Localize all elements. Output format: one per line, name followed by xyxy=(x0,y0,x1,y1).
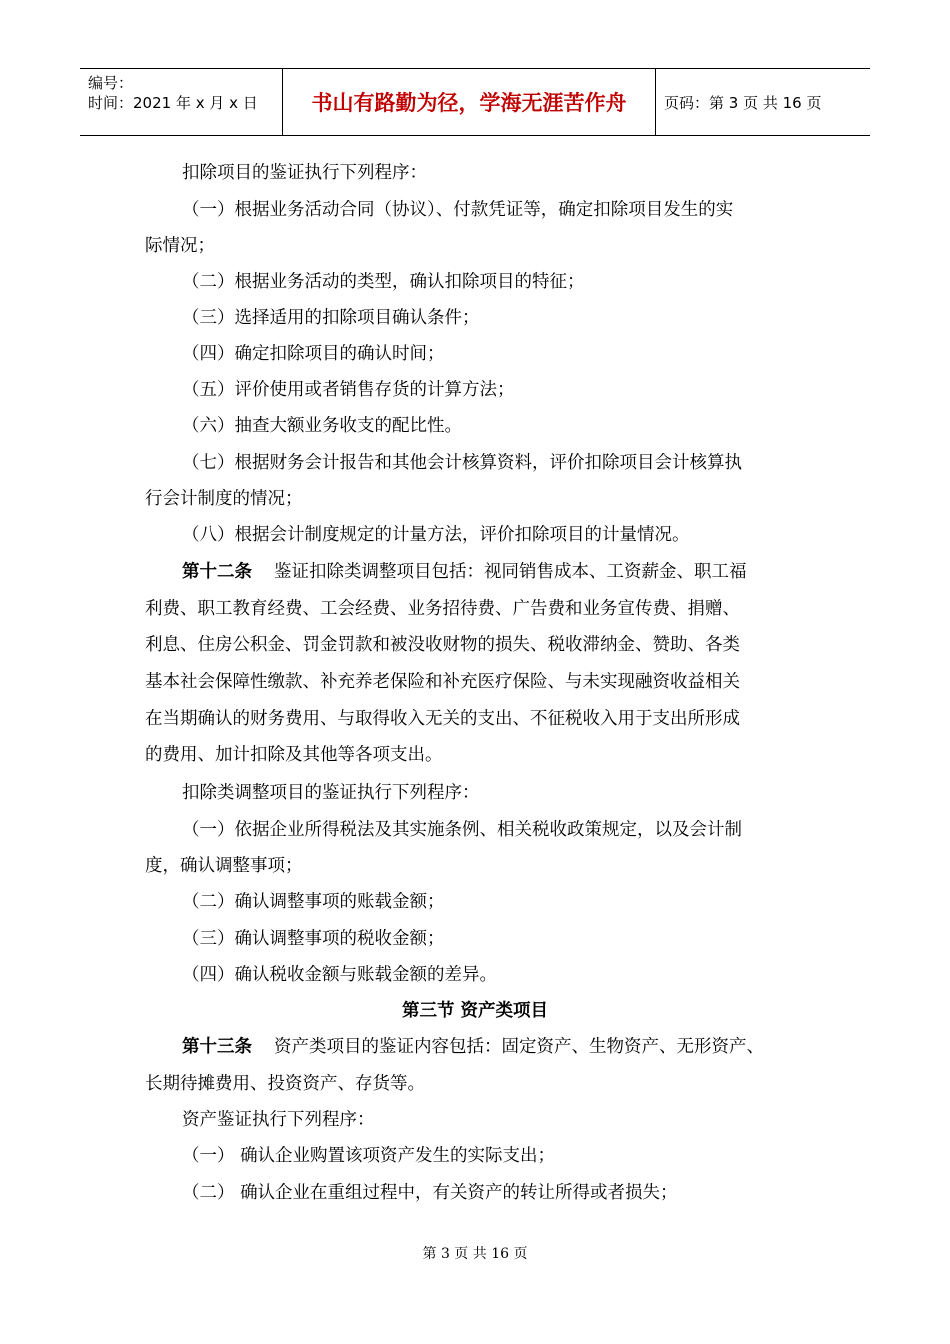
paragraph-line: 扣除项目的鉴证执行下列程序： xyxy=(182,163,427,183)
paragraph-line: 在当期确认的财务费用、与取得收入无关的支出、不征税收入用于支出所形成 xyxy=(145,709,740,729)
header-meta xyxy=(80,69,282,135)
paragraph-line: （八）根据会计制度规定的计量方法，评价扣除项目的计量情况。 xyxy=(182,525,690,545)
paragraph-line: 长期待摊费用、投资资产、存货等。 xyxy=(145,1074,425,1094)
article-12-heading: 第十二条 xyxy=(182,562,252,582)
time-label: 时间：2021 年 x 月 x 日 xyxy=(88,94,258,112)
header-page-info: 页码：第 3 页 共 16 页 xyxy=(664,93,822,112)
paragraph-line: （六）抽查大额业务收支的配比性。 xyxy=(182,416,462,436)
paragraph-line: 基本社会保障性缴款、补充养老保险和补充医疗保险、与未实现融资收益相关 xyxy=(145,672,740,692)
paragraph-line: （五）评价使用或者销售存货的计算方法； xyxy=(182,380,515,400)
paragraph-line: （四）确定扣除项目的确认时间； xyxy=(182,344,445,364)
paragraph-line: （一）根据业务活动合同（协议）、付款凭证等，确定扣除项目发生的实 xyxy=(182,200,734,220)
paragraph-line: 利费、职工教育经费、工会经费、业务招待费、广告费和业务宣传费、捐赠、 xyxy=(145,599,740,619)
article-13-line xyxy=(182,1036,764,1058)
number-label: 编号： xyxy=(88,74,134,92)
paragraph-line: （三）选择适用的扣除项目确认条件； xyxy=(182,308,480,328)
paragraph-line: 际情况； xyxy=(145,236,215,256)
paragraph-line: 度，确认调整事项； xyxy=(145,856,303,876)
paragraph-line: 扣除类调整项目的鉴证执行下列程序： xyxy=(182,783,480,803)
paragraph-line: （一） 确认企业购置该项资产发生的实际支出； xyxy=(182,1146,556,1166)
paragraph-line: （二）确认调整事项的账载金额； xyxy=(182,892,445,912)
section-title: 第三节 资产类项目 xyxy=(401,1001,549,1021)
header-motto: 书山有路勤为径，学海无涯苦作舟 xyxy=(311,91,627,115)
paragraph-text: 鉴证扣除类调整项目包括：视同销售成本、工资薪金、职工福 xyxy=(274,562,747,582)
paragraph-line: 的费用、加计扣除及其他等各项支出。 xyxy=(145,745,443,765)
page-footer: 第 3 页 共 16 页 xyxy=(422,1246,528,1262)
paragraph-line: （四）确认税收金额与账载金额的差异。 xyxy=(182,965,497,985)
page-header xyxy=(80,68,870,136)
paragraph-line: 资产鉴证执行下列程序： xyxy=(182,1110,375,1130)
paragraph-line: （二） 确认企业在重组过程中，有关资产的转让所得或者损失； xyxy=(182,1183,678,1203)
paragraph-line: 行会计制度的情况； xyxy=(145,489,303,509)
article-12-line xyxy=(182,561,747,583)
paragraph-line: （三）确认调整事项的税收金额； xyxy=(182,929,445,949)
paragraph-line: （二）根据业务活动的类型，确认扣除项目的特征； xyxy=(182,272,585,292)
paragraph-text: 资产类项目的鉴证内容包括：固定资产、生物资产、无形资产、 xyxy=(274,1037,764,1057)
paragraph-line: （七）根据财务会计报告和其他会计核算资料，评价扣除项目会计核算执 xyxy=(182,453,742,473)
header-divider xyxy=(655,69,656,135)
paragraph-line: （一）依据企业所得税法及其实施条例、相关税收政策规定，以及会计制 xyxy=(182,820,742,840)
article-13-heading: 第十三条 xyxy=(182,1037,252,1057)
paragraph-line: 利息、住房公积金、罚金罚款和被没收财物的损失、税收滞纳金、赞助、各类 xyxy=(145,635,740,655)
